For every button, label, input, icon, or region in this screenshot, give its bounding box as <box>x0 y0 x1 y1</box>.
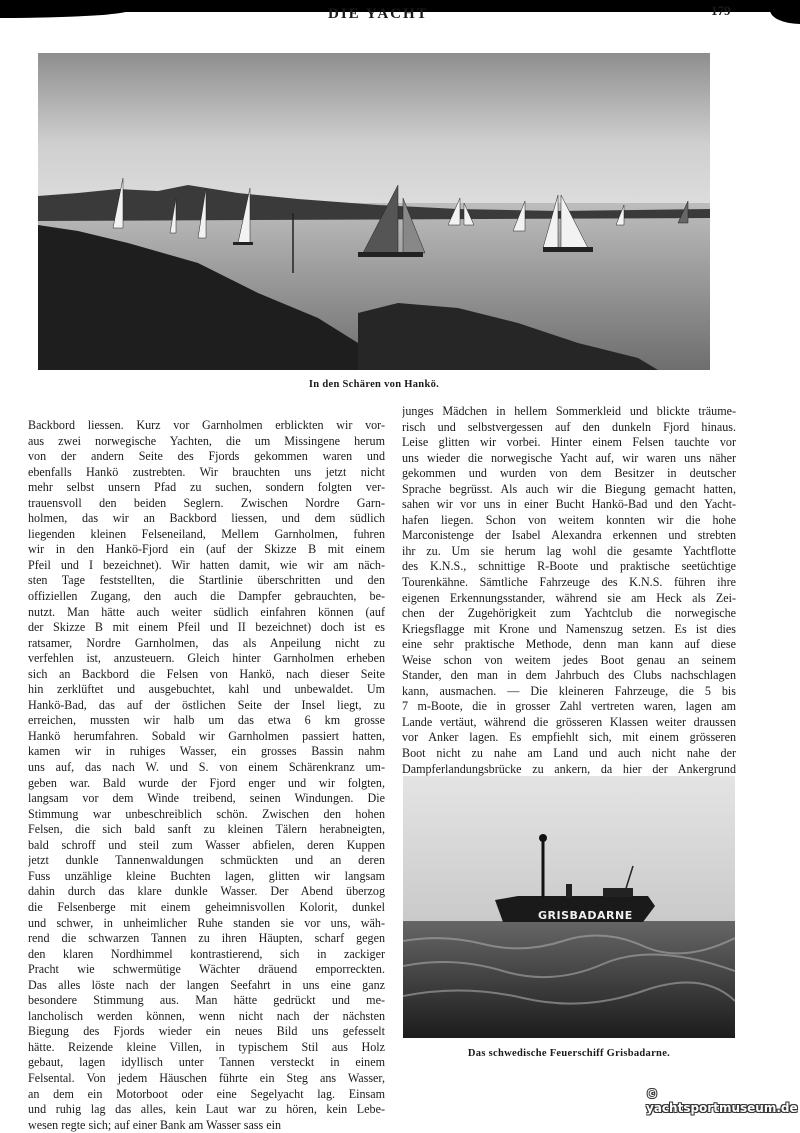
text-column-right <box>402 404 736 777</box>
text-line: an dem ein Motorboot oder eine Segelyacht lag. Einsam <box>28 1086 385 1101</box>
page-top-edge-curve-right <box>770 10 800 24</box>
text-line: liegenden kleinen Felseneiland, Mellem Garnholmen, fuhren <box>28 526 385 541</box>
text-line: Weise schon von weitem jedes Boot genau an seinem <box>402 652 736 667</box>
text-line: die Felsenberge mit einem geheimnisvollen Kolorit, dunkel <box>28 899 385 914</box>
text-line: uns wieder die norwegische Yacht auf, wir waren uns näher <box>402 450 736 465</box>
text-line: ihr zu. Um sie herum lag wohl die gesamte Yachtflotte <box>402 543 736 558</box>
text-line: Biegung des Fjords wieder ein neues Bild uns gefesselt <box>28 1024 385 1039</box>
text-line: erreichen, mussten wir halb um das etwa 6 km grosse <box>28 713 385 728</box>
text-line: besondere Stimmung aus. Man hätte gedrückt und me- <box>28 993 385 1008</box>
lantern <box>539 834 547 842</box>
text-line: von der andern Seite des Fjords gekommen waren und <box>28 449 385 464</box>
figure-caption: In den Schären von Hankö. <box>308 379 440 390</box>
text-line: Tourenkähne. Sämtliche Fahrzeuge des K.N.S. führen ihre <box>402 575 736 590</box>
text-line: hätte. Reizende kleine Villen, in typischem Stil aus Holz <box>28 1039 385 1054</box>
text-line: wesen regte sich; auf einer Bank am Wasser sass ein <box>28 1117 282 1132</box>
text-line: kann, ausmachen. — Die kleineren Fahrzeuge, die 5 bis <box>402 683 736 698</box>
text-line: ebenfalls Hankö zustrebten. Wir brauchten uns jetzt nicht <box>28 464 385 479</box>
text-line: verfehlen ist, anzusteuern. Gleich hinter Garnholmen erheben <box>28 651 385 666</box>
photo-lightship-grisbadarne <box>403 776 735 1038</box>
running-header: DIE YACHT <box>328 6 429 22</box>
text-line: Hankö herumfahren. Sobald wir Garnholmen passiert hatten, <box>28 728 385 743</box>
text-line: des K.N.S., schnittige R-Boote und praktische seetüchtige <box>402 559 736 574</box>
text-line: Pfeil und I bezeichnet). Wir hatten damit, wie wir am näch- <box>28 557 385 572</box>
text-line: Pracht wie schwermütige Wächter dräuend emporreckten. <box>28 962 385 977</box>
text-line: ratsamer, Nordre Garnholmen, das als Anpeilung nicht zu <box>28 635 385 650</box>
text-line: kamen wir in ruhiges Wasser, ein grosses Bassin nahm <box>28 744 385 759</box>
photo-skerries-hanko <box>38 53 710 370</box>
text-line: geben war. Bald wurde der Fjord enger und wir folgten, <box>28 775 385 790</box>
text-line: langsam vor dem Winde treibend, seinen Windungen. Die <box>28 791 385 806</box>
text-line: der Skizze B mit einem Pfeil und II bezeichnet) doch ist es <box>28 620 385 635</box>
deckhouse <box>603 888 633 897</box>
text-column-left <box>28 418 385 1133</box>
text-line: sahen wir vor uns in einer Bucht Hankö-Bad und den Yacht- <box>402 497 736 512</box>
text-line: Das alles löste nach der langen Seefahrt in uns eine ganz <box>28 977 385 992</box>
text-line: offiziellen Zugang, den auch die Dampfer gebrauchten, be- <box>28 589 385 604</box>
text-line: den klaren Nordhimmel kontrastierend, sich in zackiger <box>28 946 385 961</box>
text-line: Sprache begrüsst. Als auch wir die Biegung gemacht hatten, <box>402 481 736 496</box>
text-line: gekommen und wurden von dem Besitzer in deutscher <box>402 466 736 481</box>
text-line: nutzt. Man hätte auch weiter südlich einfahren können (auf <box>28 604 385 619</box>
text-line: Dampferlandungsbrücke zu ankern, da hier der Ankergrund <box>402 761 736 776</box>
text-line: Backbord liessen. Kurz vor Garnholmen erblickten wir vor- <box>28 418 385 432</box>
text-line: jetzt dunkle Tannenwaldungen schmückten und an deren <box>28 853 385 868</box>
text-line: lancholisch werden können, wenn nicht nach der nächsten <box>28 1008 385 1023</box>
text-line: gebaut, lagen idyllisch unter Tannen versteckt in einem <box>28 1055 385 1070</box>
photo-lightship-svg <box>403 776 735 1038</box>
text-line: uns auf, das nach W. und S. von einem Schärenkranz um- <box>28 760 385 775</box>
text-line: holmen, das wir an Backbord liessen, und dem südlich <box>28 511 385 526</box>
photo-skerries-svg <box>38 53 710 370</box>
text-line: Stimmung war unbeschreiblich schön. Zwischen den hohen <box>28 806 385 821</box>
text-line: eigenen Erkennungsstander, während sie am Heck als Zei- <box>402 590 736 605</box>
text-line: dahin durch das klare dunkle Wasser. Der Abend überzog <box>28 884 385 899</box>
text-line: Marconistenge der Isabel Alexandra erkennen und strebten <box>402 528 736 543</box>
text-line: eine sehr praktische Methode, denn man kann auf diese <box>402 637 736 652</box>
text-line: risch und selbstvergessen auf den dunkeln Fjord hinaus. <box>402 419 736 434</box>
sky <box>38 53 710 203</box>
text-line: hin zerklüftet und ausgebuchtet, kahl und unbewaldet. Um <box>28 682 385 697</box>
text-line: 7 m-Boote, die in grosser Zahl vertreten waren, lagen am <box>402 699 736 714</box>
figure-caption: Das schwedische Feuerschiff Grisbadarne. <box>467 1048 671 1059</box>
funnel <box>566 884 572 898</box>
text-line: Boot nicht zu nahe am Land und auch nicht nahe der <box>402 746 736 761</box>
text-line: und ruhig lag das alles, kein Laut war zu hören, kein Lebe- <box>28 1102 385 1117</box>
text-line: aus zwei norwegische Yachten, die um Missingene herum <box>28 433 385 448</box>
text-line: vor Anker lagen. Es empfiehlt sich, mit einem grösseren <box>402 730 736 745</box>
text-line: sten Tage feststellten, die Startlinie überschritten und den <box>28 573 385 588</box>
text-line: junges Mädchen in hellem Sommerkleid und blickte träume- <box>402 404 736 418</box>
text-line: hafen liegen. Schon von weitem konnten wir die hohe <box>402 512 736 527</box>
text-line: rend die schwarzen Tannen zu ihren Häupten, scharf gegen <box>28 931 385 946</box>
hull-lettering: GRISBADARNE <box>538 909 633 922</box>
text-line: Stander, den man in dem Jahrbuch des Clubs nachschlagen <box>402 668 736 683</box>
text-line: mehr selbst unsern Pfad zu suchen, sondern folgten ver- <box>28 480 385 495</box>
text-line: Kriegsflagge mit Krone und Namenszug setzen. Es ist dies <box>402 621 736 636</box>
text-line: Felsental. Von jedem Häuschen führte ein Steg ans Wasser, <box>28 1070 385 1085</box>
text-line: Hankö-Bad, das auf der östlichen Seite der Insel liegt, zu <box>28 697 385 712</box>
text-line: wir in den Hankö-Fjord ein (auf der Skizze B mit einem <box>28 542 385 557</box>
page-number: 179 <box>711 3 731 18</box>
text-line: Fuss unzählige kleine Buchten lagen, glitten wir langsam <box>28 868 385 883</box>
text-line: Felsen, die sich bald sanft zu kleinen Tälern herabneigten, <box>28 822 385 837</box>
text-line: Lande vertäut, während die grösseren Klassen weiter draussen <box>402 714 736 729</box>
text-line: bald schroff und steil zum Wasser abfielen, deren Kuppen <box>28 837 385 852</box>
text-line: chen der Zugehörigkeit zum Yachtclub die norwegische <box>402 606 736 621</box>
watermark: © yachtsportmuseum.de <box>646 1087 798 1115</box>
text-line: und schwer, in unheimlicher Ruhe standen sie vor uns, wäh- <box>28 915 385 930</box>
page-top-edge-curve <box>0 10 130 18</box>
text-line: Leise glitten wir vorbei. Hinter einem Felsen tauchte vor <box>402 435 736 450</box>
text-line: sich an Backbord die Felsen von Hankö, nach dieser Seite <box>28 666 385 681</box>
text-line: trauensvoll den beiden Seglern. Zwischen Nordre Garn- <box>28 495 385 510</box>
